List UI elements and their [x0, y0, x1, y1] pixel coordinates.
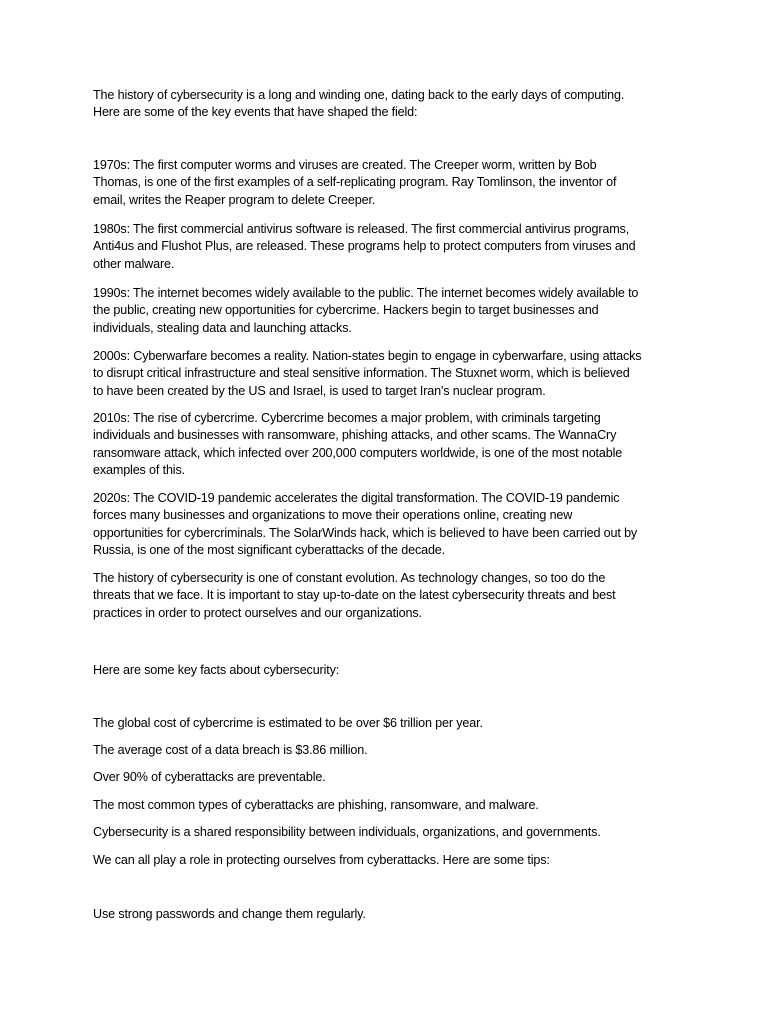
event-2010s: 2010s: The rise of cybercrime. Cybercrime becomes a major problem, with criminals targeting individuals and businesses with ransomware, phishing attacks, and other scams. The WannaCry ransomware attack, which infected over 200,000 computers worldwide, is one of the most notable examples of this.	[93, 411, 623, 477]
fact-item: Over 90% of cyberattacks are preventable.	[93, 770, 326, 784]
fact-item: The most common types of cyberattacks are phishing, ransomware, and malware.	[93, 798, 539, 812]
event-2020s: 2020s: The COVID-19 pandemic accelerates the digital transformation. The COVID-19 pandemic forces many businesses and organizations to move their operations online, creating new opportunities for cybercriminals. The SolarWinds hack, which is believed to have been carried out by Russia, is one of the most significant cyberattacks of the decade.	[93, 491, 638, 557]
conclusion-paragraph: The history of cybersecurity is one of constant evolution. As technology changes, so too do the threats that we face. It is important to stay up-to-date on the latest cybersecurity threats and best practices in order to protect ourselves and our organizations.	[93, 571, 616, 620]
tip-item: Use strong passwords and change them regularly.	[93, 907, 366, 921]
event-1970s: 1970s: The first computer worms and viruses are created. The Creeper worm, written by Bob Thomas, is one of the first examples of a self-replicating program. Ray Tomlinson, the inventor of email, writes the Reaper program to delete Creeper.	[93, 158, 617, 207]
intro-paragraph: The history of cybersecurity is a long and winding one, dating back to the early days of computing. Here are some of the key events that have shaped the field:	[93, 88, 625, 120]
fact-item: We can all play a role in protecting ourselves from cyberattacks. Here are some tips:	[93, 853, 550, 867]
fact-item: The global cost of cybercrime is estimated to be over $6 trillion per year.	[93, 716, 483, 730]
fact-item: The average cost of a data breach is $3.86 million.	[93, 743, 368, 757]
fact-item: Cybersecurity is a shared responsibility between individuals, organizations, and governments.	[93, 825, 601, 839]
event-2000s: 2000s: Cyberwarfare becomes a reality. Nation-states begin to engage in cyberwarfare, using attacks to disrupt critical infrastructure and steal sensitive information. The Stuxnet worm, which is believed to have been created by the US and Israel, is used to target Iran's nuclear program.	[93, 349, 642, 398]
facts-heading: Here are some key facts about cybersecurity:	[93, 663, 340, 677]
event-1990s: 1990s: The internet becomes widely available to the public. The internet becomes widely available to the public, creating new opportunities for cybercrime. Hackers begin to target businesses and individuals, stealing data and launching attacks.	[93, 286, 639, 335]
event-1980s: 1980s: The first commercial antivirus software is released. The first commercial antivirus programs, Anti4us and Flushot Plus, are released. These programs help to protect computers from viruses and other malware.	[93, 222, 636, 271]
